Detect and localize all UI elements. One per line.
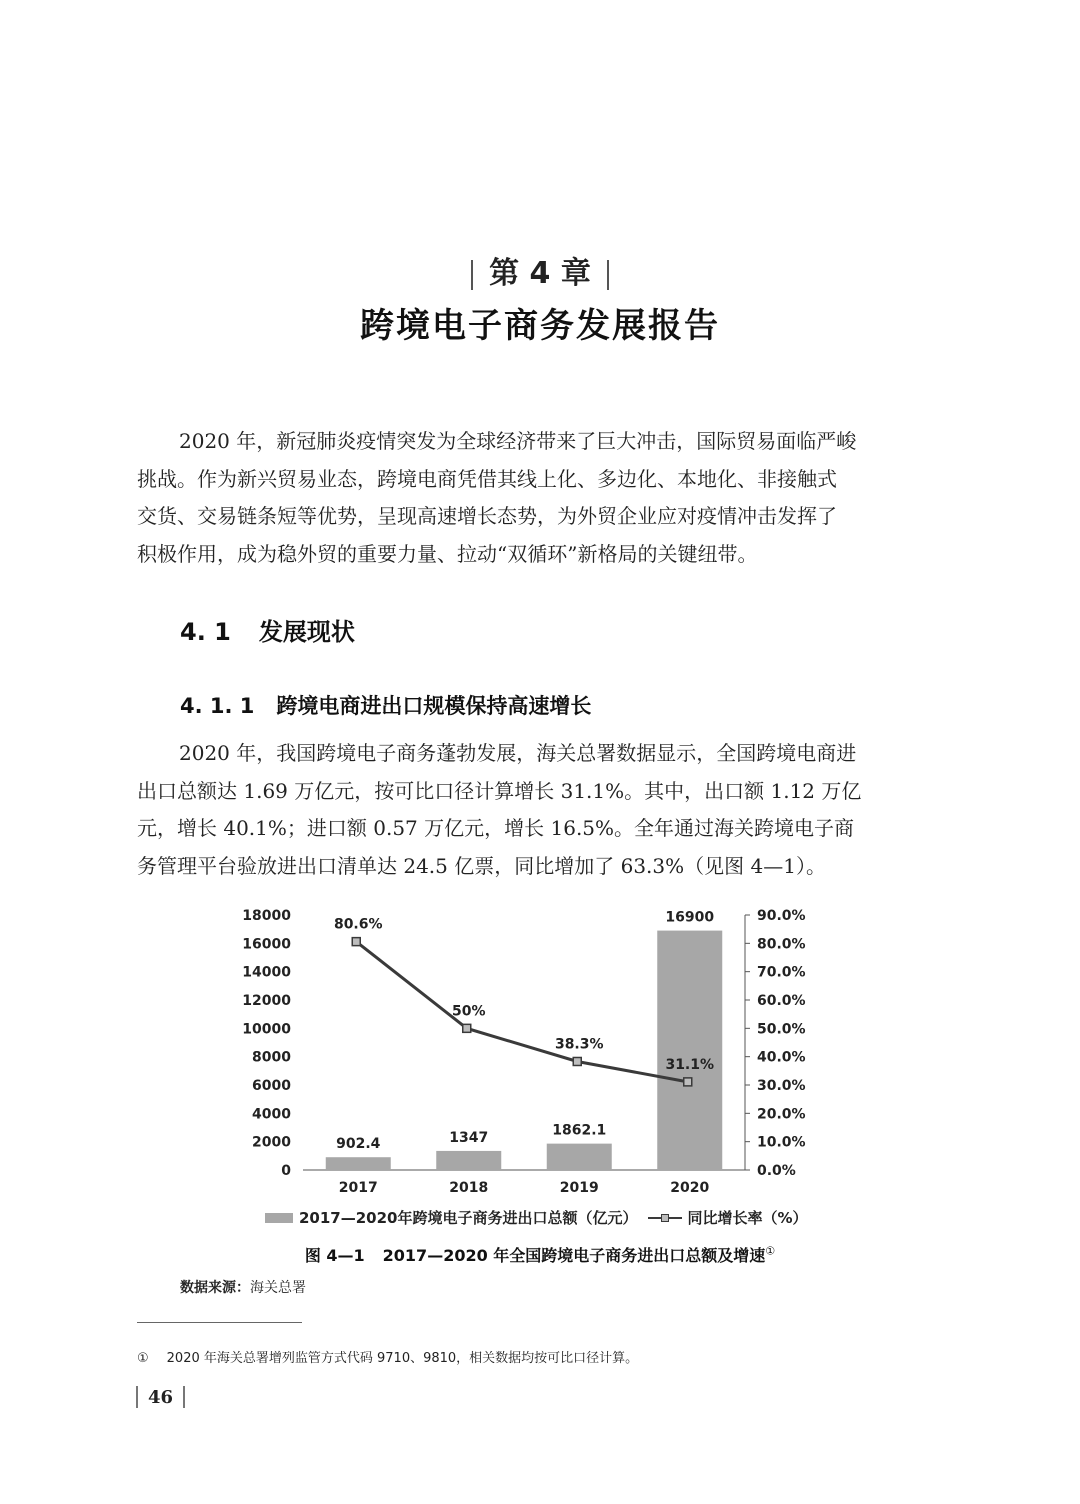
body-line-3: 元，增长 40.1%；进口额 0.57 万亿元，增长 16.5%。全年通过海关跨境电子商	[137, 816, 855, 840]
chapter-title: 跨境电子商务发展报告	[360, 306, 720, 346]
legend-bar-label: 2017—2020年跨境电子商务进出口总额（亿元）	[299, 1209, 638, 1227]
x-tick-label: 2020	[670, 1180, 710, 1196]
left-y-tick-label: 2000	[252, 1134, 291, 1151]
data-source-value: 海关总署	[250, 1280, 306, 1296]
x-tick-label: 2019	[559, 1180, 599, 1196]
page-number-right-bar	[183, 1386, 185, 1408]
growth-rate-label: 50%	[451, 1003, 486, 1020]
chapter-label-right-bar	[607, 260, 609, 290]
trade-volume-chart	[235, 898, 806, 1248]
growth-rate-point	[463, 1024, 471, 1032]
intro-line-3: 交货、交易链条短等优势，呈现高速增长态势，为外贸企业应对疫情冲击发挥了	[137, 504, 837, 528]
right-y-tick-label: 80.0%	[757, 936, 806, 953]
data-source	[180, 1277, 306, 1297]
page-number-left-bar	[136, 1386, 138, 1408]
right-y-tick-label: 50.0%	[757, 1021, 806, 1038]
figure-caption	[0, 1243, 1080, 1266]
bar-2020	[657, 931, 722, 1170]
figure-caption-text: 2017—2020 年全国跨境电子商务进出口总额及增速	[382, 1246, 766, 1265]
body-line-2: 出口总额达 1.69 万亿元，按可比口径计算增长 31.1%。其中，出口额 1.12 万亿	[137, 778, 862, 803]
subsection-heading	[180, 690, 591, 720]
chapter-label	[0, 248, 1080, 292]
bar-value-label: 16900	[665, 909, 715, 926]
right-y-tick-label: 10.0%	[757, 1134, 806, 1151]
intro-line-1: 2020 年，新冠肺炎疫情突发为全球经济带来了巨大冲击，国际贸易面临严峻	[179, 429, 857, 453]
right-y-tick-label: 70.0%	[757, 964, 806, 981]
left-y-tick-label: 10000	[242, 1021, 291, 1038]
growth-rate-point	[573, 1057, 581, 1065]
figure-number: 图 4—1	[304, 1246, 365, 1265]
left-y-tick-label: 0	[281, 1163, 291, 1179]
left-y-tick-label: 8000	[252, 1049, 291, 1066]
left-y-tick-label: 14000	[242, 964, 291, 981]
subsection-number: 4. 1. 1	[180, 694, 255, 718]
section-heading	[180, 612, 355, 647]
growth-rate-point	[352, 938, 360, 946]
page-number: 46	[148, 1386, 174, 1408]
growth-rate-label: 80.6%	[333, 916, 383, 933]
body-line-4: 务管理平台验放进出口清单达 24.5 亿票，同比增加了 63.3%（见图 4—1）。	[137, 853, 826, 878]
body-paragraph	[137, 735, 917, 885]
figure-footnote-mark: ①	[765, 1244, 776, 1258]
bar-2017	[326, 1157, 391, 1170]
growth-rate-label: 38.3%	[554, 1036, 604, 1053]
x-tick-label: 2017	[338, 1180, 378, 1196]
intro-paragraph	[137, 423, 917, 573]
footnote	[137, 1347, 638, 1366]
left-y-tick-label: 12000	[242, 993, 291, 1009]
intro-line-4: 积极作用，成为稳外贸的重要力量、拉动“双循环”新格局的关键纽带。	[137, 541, 758, 566]
bar-value-label: 902.4	[336, 1136, 381, 1153]
body-line-1: 2020 年，我国跨境电子商务蓬勃发展，海关总署数据显示，全国跨境电商进	[179, 741, 857, 765]
footnote-divider	[137, 1322, 302, 1323]
section-title: 发展现状	[258, 618, 355, 646]
bar-2018	[436, 1151, 501, 1170]
legend-line-label: 同比增长率（%）	[687, 1209, 808, 1227]
page-number-block	[136, 1386, 185, 1408]
footnote-mark: ①	[137, 1351, 149, 1366]
right-y-tick-label: 20.0%	[757, 1106, 806, 1123]
left-y-tick-label: 16000	[242, 936, 291, 953]
legend-line-swatch	[648, 1213, 682, 1223]
growth-rate-line	[356, 942, 688, 1082]
right-y-tick-label: 30.0%	[757, 1078, 806, 1094]
footnote-text: 2020 年海关总署增列监管方式代码 9710、9810，相关数据均按可比口径计算。	[166, 1351, 639, 1366]
left-y-tick-label: 4000	[252, 1106, 291, 1123]
section-number: 4. 1	[180, 618, 231, 646]
bar-value-label: 1347	[449, 1129, 489, 1146]
right-y-tick-label: 90.0%	[757, 908, 806, 924]
data-source-label: 数据来源：	[180, 1280, 250, 1296]
bar-value-label: 1862.1	[552, 1122, 607, 1139]
subsection-title: 跨境电商进出口规模保持高速增长	[276, 694, 592, 718]
x-tick-label: 2018	[449, 1180, 489, 1196]
right-y-tick-label: 0.0%	[757, 1163, 796, 1179]
legend-bar-swatch	[265, 1213, 293, 1223]
left-y-tick-label: 18000	[242, 908, 291, 924]
chapter-label-left-bar	[471, 260, 473, 290]
bar-2019	[547, 1144, 612, 1170]
left-y-tick-label: 6000	[252, 1078, 291, 1094]
chapter-number: 第 4 章	[489, 256, 591, 291]
growth-rate-label: 31.1%	[665, 1056, 715, 1073]
chart-legend	[265, 1207, 808, 1228]
right-y-tick-label: 40.0%	[757, 1049, 806, 1066]
intro-line-2: 挑战。作为新兴贸易业态，跨境电商凭借其线上化、多边化、本地化、非接触式	[137, 466, 837, 491]
right-y-tick-label: 60.0%	[757, 993, 806, 1009]
growth-rate-point	[684, 1078, 692, 1086]
